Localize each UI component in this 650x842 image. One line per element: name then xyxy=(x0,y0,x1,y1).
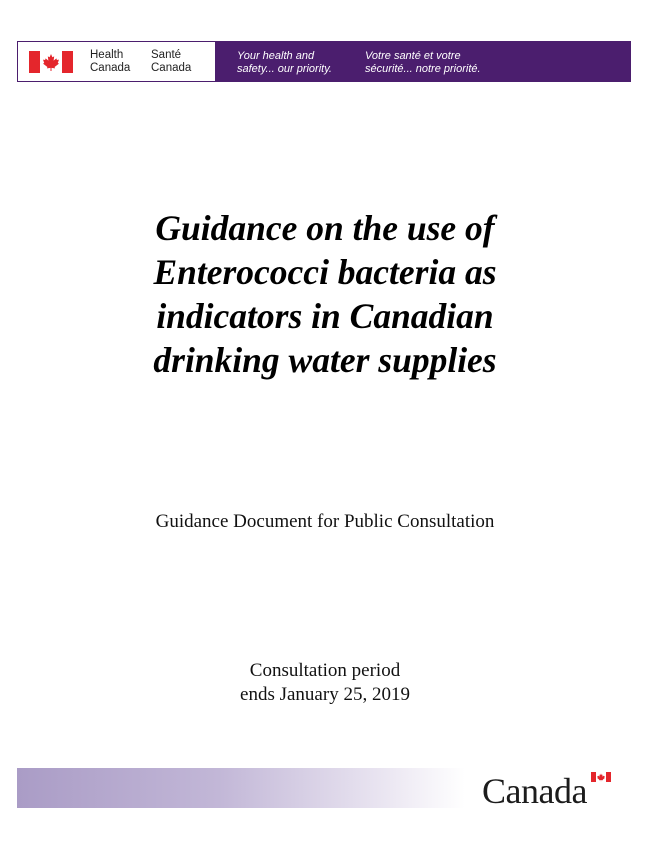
dept-en-line1: Health xyxy=(90,49,124,61)
motto-french xyxy=(365,50,481,76)
motto-en-line2: safety... our priority. xyxy=(237,63,332,75)
department-name-french xyxy=(151,49,191,75)
title-line: drinking water supplies xyxy=(153,340,497,380)
dept-fr-line1: Santé xyxy=(151,49,182,61)
motto-en-line1: Your health and xyxy=(237,50,315,62)
wordmark-flag-icon xyxy=(591,772,611,782)
title-line: indicators in Canadian xyxy=(156,296,494,336)
header-motto-band xyxy=(215,42,630,81)
department-name-english xyxy=(90,49,130,75)
consultation-line1: Consultation period xyxy=(249,660,401,681)
motto-fr-line2: sécurité... notre priorité. xyxy=(365,63,481,75)
title-line: Enterococci bacteria as xyxy=(153,252,497,292)
document-title xyxy=(0,206,650,382)
footer-gradient-bar xyxy=(17,768,465,808)
motto-fr-line1: Votre santé et votre xyxy=(365,50,461,62)
header-banner xyxy=(17,41,631,82)
canada-flag-icon xyxy=(29,51,73,73)
canada-wordmark xyxy=(482,766,622,810)
dept-en-line2: Canada xyxy=(90,62,131,74)
motto-english xyxy=(237,50,332,76)
dept-fr-line2: Canada xyxy=(151,62,192,74)
title-line: Guidance on the use of xyxy=(155,208,495,248)
header-identity xyxy=(18,42,215,81)
wordmark-text: Canada xyxy=(482,771,587,811)
document-subtitle: Guidance Document for Public Consultation xyxy=(155,511,495,532)
consultation-period xyxy=(0,659,650,707)
consultation-line2: ends January 25, 2019 xyxy=(240,684,410,705)
